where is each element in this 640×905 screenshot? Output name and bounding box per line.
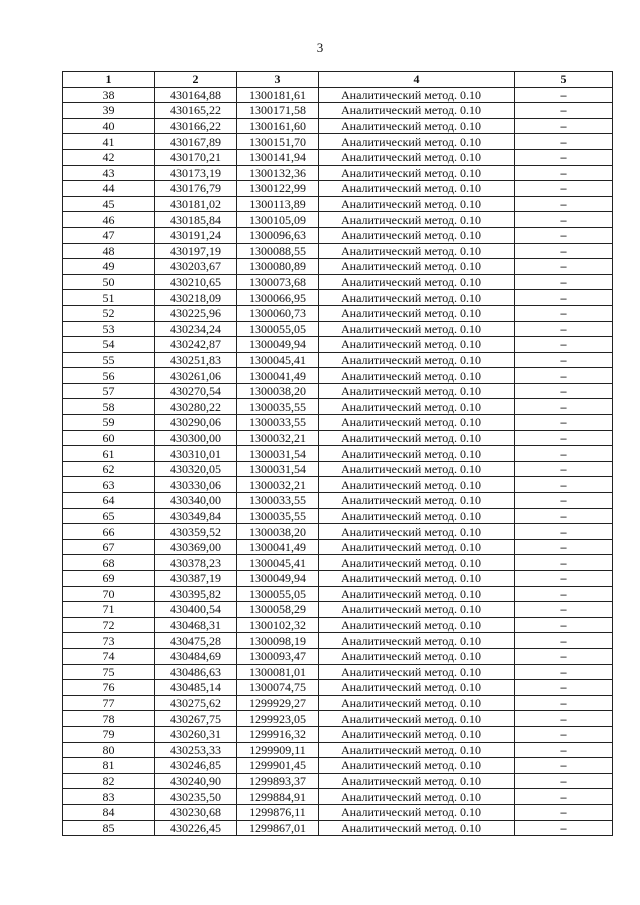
note-cell: – — [515, 820, 613, 836]
table-row — [63, 477, 613, 493]
coordinates-table — [62, 71, 613, 836]
note-cell: – — [515, 539, 613, 555]
table-row — [63, 134, 613, 150]
x-coordinate-cell: 430235,50 — [155, 789, 237, 805]
point-number-cell: 74 — [63, 648, 155, 664]
method-cell: Аналитический метод. 0.10 — [319, 586, 515, 602]
point-number-cell: 79 — [63, 726, 155, 742]
table-row — [63, 773, 613, 789]
y-coordinate-cell: 1300055,05 — [237, 586, 319, 602]
table-row — [63, 508, 613, 524]
method-cell: Аналитический метод. 0.10 — [319, 773, 515, 789]
note-cell: – — [515, 508, 613, 524]
method-cell: Аналитический метод. 0.10 — [319, 368, 515, 384]
x-coordinate-cell: 430176,79 — [155, 181, 237, 197]
point-number-cell: 46 — [63, 212, 155, 228]
point-number-cell: 75 — [63, 664, 155, 680]
method-cell: Аналитический метод. 0.10 — [319, 305, 515, 321]
x-coordinate-cell: 430240,90 — [155, 773, 237, 789]
y-coordinate-cell: 1300105,09 — [237, 212, 319, 228]
y-coordinate-cell: 1299893,37 — [237, 773, 319, 789]
point-number-cell: 71 — [63, 602, 155, 618]
point-number-cell: 57 — [63, 383, 155, 399]
table-row — [63, 695, 613, 711]
point-number-cell: 62 — [63, 461, 155, 477]
method-cell: Аналитический метод. 0.10 — [319, 461, 515, 477]
point-number-cell: 72 — [63, 617, 155, 633]
x-coordinate-cell: 430486,63 — [155, 664, 237, 680]
x-coordinate-cell: 430359,52 — [155, 524, 237, 540]
note-cell: – — [515, 773, 613, 789]
method-cell: Аналитический метод. 0.10 — [319, 383, 515, 399]
table-row — [63, 399, 613, 415]
note-cell: – — [515, 321, 613, 337]
note-cell: – — [515, 181, 613, 197]
x-coordinate-cell: 430166,22 — [155, 118, 237, 134]
table-row — [63, 789, 613, 805]
x-coordinate-cell: 430369,00 — [155, 539, 237, 555]
note-cell: – — [515, 633, 613, 649]
table-row — [63, 726, 613, 742]
note-cell: – — [515, 524, 613, 540]
point-number-cell: 53 — [63, 321, 155, 337]
note-cell: – — [515, 134, 613, 150]
point-number-cell: 47 — [63, 227, 155, 243]
table-row — [63, 227, 613, 243]
note-cell: – — [515, 586, 613, 602]
y-coordinate-cell: 1300088,55 — [237, 243, 319, 259]
table-row — [63, 571, 613, 587]
y-coordinate-cell: 1300031,54 — [237, 446, 319, 462]
table-row — [63, 617, 613, 633]
table-row — [63, 430, 613, 446]
point-number-cell: 39 — [63, 103, 155, 119]
point-number-cell: 51 — [63, 290, 155, 306]
y-coordinate-cell: 1300081,01 — [237, 664, 319, 680]
table-row — [63, 290, 613, 306]
x-coordinate-cell: 430253,33 — [155, 742, 237, 758]
y-coordinate-cell: 1300041,49 — [237, 368, 319, 384]
note-cell: – — [515, 305, 613, 321]
note-cell: – — [515, 368, 613, 384]
method-cell: Аналитический метод. 0.10 — [319, 789, 515, 805]
table-row — [63, 181, 613, 197]
point-number-cell: 83 — [63, 789, 155, 805]
table-row — [63, 274, 613, 290]
y-coordinate-cell: 1300161,60 — [237, 118, 319, 134]
x-coordinate-cell: 430242,87 — [155, 337, 237, 353]
method-cell: Аналитический метод. 0.10 — [319, 196, 515, 212]
note-cell: – — [515, 477, 613, 493]
point-number-cell: 43 — [63, 165, 155, 181]
y-coordinate-cell: 1300055,05 — [237, 321, 319, 337]
y-coordinate-cell: 1299909,11 — [237, 742, 319, 758]
x-coordinate-cell: 430387,19 — [155, 571, 237, 587]
method-cell: Аналитический метод. 0.10 — [319, 321, 515, 337]
note-cell: – — [515, 103, 613, 119]
table-row — [63, 118, 613, 134]
method-cell: Аналитический метод. 0.10 — [319, 274, 515, 290]
y-coordinate-cell: 1300181,61 — [237, 87, 319, 103]
method-cell: Аналитический метод. 0.10 — [319, 227, 515, 243]
point-number-cell: 70 — [63, 586, 155, 602]
y-coordinate-cell: 1300102,32 — [237, 617, 319, 633]
table-row — [63, 461, 613, 477]
table-row — [63, 368, 613, 384]
x-coordinate-cell: 430300,00 — [155, 430, 237, 446]
y-coordinate-cell: 1300033,55 — [237, 415, 319, 431]
note-cell: – — [515, 804, 613, 820]
table-body — [63, 87, 613, 836]
note-cell: – — [515, 383, 613, 399]
y-coordinate-cell: 1300171,58 — [237, 103, 319, 119]
x-coordinate-cell: 430400,54 — [155, 602, 237, 618]
table-row — [63, 493, 613, 509]
point-number-cell: 52 — [63, 305, 155, 321]
method-cell: Аналитический метод. 0.10 — [319, 290, 515, 306]
note-cell: – — [515, 118, 613, 134]
column-header-1: 1 — [63, 72, 155, 88]
table-row — [63, 602, 613, 618]
method-cell: Аналитический метод. 0.10 — [319, 726, 515, 742]
method-cell: Аналитический метод. 0.10 — [319, 87, 515, 103]
x-coordinate-cell: 430197,19 — [155, 243, 237, 259]
method-cell: Аналитический метод. 0.10 — [319, 711, 515, 727]
table-row — [63, 711, 613, 727]
note-cell: – — [515, 87, 613, 103]
y-coordinate-cell: 1300151,70 — [237, 134, 319, 150]
note-cell: – — [515, 212, 613, 228]
y-coordinate-cell: 1300038,20 — [237, 524, 319, 540]
note-cell: – — [515, 274, 613, 290]
column-header-4: 4 — [319, 72, 515, 88]
point-number-cell: 58 — [63, 399, 155, 415]
point-number-cell: 42 — [63, 149, 155, 165]
note-cell: – — [515, 648, 613, 664]
note-cell: – — [515, 602, 613, 618]
note-cell: – — [515, 758, 613, 774]
note-cell: – — [515, 742, 613, 758]
method-cell: Аналитический метод. 0.10 — [319, 430, 515, 446]
method-cell: Аналитический метод. 0.10 — [319, 664, 515, 680]
note-cell: – — [515, 227, 613, 243]
x-coordinate-cell: 430310,01 — [155, 446, 237, 462]
point-number-cell: 69 — [63, 571, 155, 587]
table-row — [63, 103, 613, 119]
note-cell: – — [515, 711, 613, 727]
y-coordinate-cell: 1300035,55 — [237, 399, 319, 415]
y-coordinate-cell: 1299901,45 — [237, 758, 319, 774]
point-number-cell: 82 — [63, 773, 155, 789]
method-cell: Аналитический метод. 0.10 — [319, 212, 515, 228]
note-cell: – — [515, 415, 613, 431]
note-cell: – — [515, 664, 613, 680]
method-cell: Аналитический метод. 0.10 — [319, 695, 515, 711]
y-coordinate-cell: 1300032,21 — [237, 477, 319, 493]
x-coordinate-cell: 430225,96 — [155, 305, 237, 321]
note-cell: – — [515, 149, 613, 165]
point-number-cell: 78 — [63, 711, 155, 727]
note-cell: – — [515, 493, 613, 509]
point-number-cell: 41 — [63, 134, 155, 150]
y-coordinate-cell: 1300060,73 — [237, 305, 319, 321]
table-header-row — [63, 72, 613, 88]
point-number-cell: 59 — [63, 415, 155, 431]
x-coordinate-cell: 430246,85 — [155, 758, 237, 774]
x-coordinate-cell: 430270,54 — [155, 383, 237, 399]
note-cell: – — [515, 259, 613, 275]
y-coordinate-cell: 1300093,47 — [237, 648, 319, 664]
point-number-cell: 64 — [63, 493, 155, 509]
point-number-cell: 63 — [63, 477, 155, 493]
point-number-cell: 54 — [63, 337, 155, 353]
table-row — [63, 243, 613, 259]
y-coordinate-cell: 1300098,19 — [237, 633, 319, 649]
table-row — [63, 87, 613, 103]
point-number-cell: 50 — [63, 274, 155, 290]
note-cell: – — [515, 695, 613, 711]
table-row — [63, 804, 613, 820]
note-cell: – — [515, 789, 613, 805]
table-row — [63, 196, 613, 212]
table-row — [63, 321, 613, 337]
table-row — [63, 586, 613, 602]
point-number-cell: 56 — [63, 368, 155, 384]
y-coordinate-cell: 1299884,91 — [237, 789, 319, 805]
point-number-cell: 73 — [63, 633, 155, 649]
point-number-cell: 38 — [63, 87, 155, 103]
x-coordinate-cell: 430191,24 — [155, 227, 237, 243]
method-cell: Аналитический метод. 0.10 — [319, 602, 515, 618]
table-row — [63, 337, 613, 353]
table-row — [63, 212, 613, 228]
point-number-cell: 81 — [63, 758, 155, 774]
y-coordinate-cell: 1300041,49 — [237, 539, 319, 555]
table-row — [63, 648, 613, 664]
y-coordinate-cell: 1300035,55 — [237, 508, 319, 524]
method-cell: Аналитический метод. 0.10 — [319, 571, 515, 587]
column-header-2: 2 — [155, 72, 237, 88]
x-coordinate-cell: 430280,22 — [155, 399, 237, 415]
x-coordinate-cell: 430320,05 — [155, 461, 237, 477]
y-coordinate-cell: 1299923,05 — [237, 711, 319, 727]
point-number-cell: 40 — [63, 118, 155, 134]
y-coordinate-cell: 1300032,21 — [237, 430, 319, 446]
point-number-cell: 65 — [63, 508, 155, 524]
method-cell: Аналитический метод. 0.10 — [319, 555, 515, 571]
note-cell: – — [515, 461, 613, 477]
x-coordinate-cell: 430164,88 — [155, 87, 237, 103]
x-coordinate-cell: 430475,28 — [155, 633, 237, 649]
table-row — [63, 742, 613, 758]
method-cell: Аналитический метод. 0.10 — [319, 337, 515, 353]
method-cell: Аналитический метод. 0.10 — [319, 165, 515, 181]
table-row — [63, 758, 613, 774]
method-cell: Аналитический метод. 0.10 — [319, 742, 515, 758]
y-coordinate-cell: 1300049,94 — [237, 571, 319, 587]
x-coordinate-cell: 430275,62 — [155, 695, 237, 711]
page-number: 3 — [316, 40, 324, 55]
table-row — [63, 633, 613, 649]
column-header-3: 3 — [237, 72, 319, 88]
method-cell: Аналитический метод. 0.10 — [319, 539, 515, 555]
point-number-cell: 66 — [63, 524, 155, 540]
x-coordinate-cell: 430468,31 — [155, 617, 237, 633]
x-coordinate-cell: 430261,06 — [155, 368, 237, 384]
x-coordinate-cell: 430185,84 — [155, 212, 237, 228]
note-cell: – — [515, 571, 613, 587]
point-number-cell: 49 — [63, 259, 155, 275]
note-cell: – — [515, 337, 613, 353]
point-number-cell: 48 — [63, 243, 155, 259]
method-cell: Аналитический метод. 0.10 — [319, 477, 515, 493]
x-coordinate-cell: 430181,02 — [155, 196, 237, 212]
y-coordinate-cell: 1300096,63 — [237, 227, 319, 243]
y-coordinate-cell: 1300038,20 — [237, 383, 319, 399]
y-coordinate-cell: 1300073,68 — [237, 274, 319, 290]
method-cell: Аналитический метод. 0.10 — [319, 804, 515, 820]
method-cell: Аналитический метод. 0.10 — [319, 680, 515, 696]
note-cell: – — [515, 726, 613, 742]
note-cell: – — [515, 617, 613, 633]
x-coordinate-cell: 430267,75 — [155, 711, 237, 727]
point-number-cell: 68 — [63, 555, 155, 571]
point-number-cell: 67 — [63, 539, 155, 555]
y-coordinate-cell: 1300132,36 — [237, 165, 319, 181]
x-coordinate-cell: 430485,14 — [155, 680, 237, 696]
point-number-cell: 85 — [63, 820, 155, 836]
method-cell: Аналитический метод. 0.10 — [319, 820, 515, 836]
note-cell: – — [515, 165, 613, 181]
method-cell: Аналитический метод. 0.10 — [319, 352, 515, 368]
x-coordinate-cell: 430226,45 — [155, 820, 237, 836]
table-row — [63, 446, 613, 462]
x-coordinate-cell: 430349,84 — [155, 508, 237, 524]
x-coordinate-cell: 430395,82 — [155, 586, 237, 602]
method-cell: Аналитический метод. 0.10 — [319, 118, 515, 134]
note-cell: – — [515, 430, 613, 446]
method-cell: Аналитический метод. 0.10 — [319, 633, 515, 649]
x-coordinate-cell: 430210,65 — [155, 274, 237, 290]
method-cell: Аналитический метод. 0.10 — [319, 617, 515, 633]
y-coordinate-cell: 1300058,29 — [237, 602, 319, 618]
x-coordinate-cell: 430203,67 — [155, 259, 237, 275]
x-coordinate-cell: 430290,06 — [155, 415, 237, 431]
x-coordinate-cell: 430340,00 — [155, 493, 237, 509]
point-number-cell: 45 — [63, 196, 155, 212]
table-row — [63, 383, 613, 399]
table-row — [63, 305, 613, 321]
table-row — [63, 555, 613, 571]
table-row — [63, 149, 613, 165]
method-cell: Аналитический метод. 0.10 — [319, 243, 515, 259]
note-cell: – — [515, 290, 613, 306]
x-coordinate-cell: 430330,06 — [155, 477, 237, 493]
table-row — [63, 415, 613, 431]
point-number-cell: 76 — [63, 680, 155, 696]
point-number-cell: 60 — [63, 430, 155, 446]
y-coordinate-cell: 1300122,99 — [237, 181, 319, 197]
y-coordinate-cell: 1300045,41 — [237, 352, 319, 368]
x-coordinate-cell: 430260,31 — [155, 726, 237, 742]
note-cell: – — [515, 555, 613, 571]
table-row — [63, 539, 613, 555]
y-coordinate-cell: 1299929,27 — [237, 695, 319, 711]
table-row — [63, 259, 613, 275]
point-number-cell: 80 — [63, 742, 155, 758]
y-coordinate-cell: 1299876,11 — [237, 804, 319, 820]
method-cell: Аналитический метод. 0.10 — [319, 493, 515, 509]
note-cell: – — [515, 399, 613, 415]
x-coordinate-cell: 430230,68 — [155, 804, 237, 820]
y-coordinate-cell: 1300141,94 — [237, 149, 319, 165]
y-coordinate-cell: 1300074,75 — [237, 680, 319, 696]
x-coordinate-cell: 430484,69 — [155, 648, 237, 664]
method-cell: Аналитический метод. 0.10 — [319, 508, 515, 524]
y-coordinate-cell: 1300066,95 — [237, 290, 319, 306]
y-coordinate-cell: 1300045,41 — [237, 555, 319, 571]
y-coordinate-cell: 1300031,54 — [237, 461, 319, 477]
method-cell: Аналитический метод. 0.10 — [319, 446, 515, 462]
note-cell: – — [515, 243, 613, 259]
method-cell: Аналитический метод. 0.10 — [319, 758, 515, 774]
note-cell: – — [515, 352, 613, 368]
x-coordinate-cell: 430378,23 — [155, 555, 237, 571]
table-row — [63, 524, 613, 540]
point-number-cell: 44 — [63, 181, 155, 197]
method-cell: Аналитический метод. 0.10 — [319, 181, 515, 197]
y-coordinate-cell: 1300033,55 — [237, 493, 319, 509]
column-header-5: 5 — [515, 72, 613, 88]
y-coordinate-cell: 1300080,89 — [237, 259, 319, 275]
note-cell: – — [515, 196, 613, 212]
y-coordinate-cell: 1299916,32 — [237, 726, 319, 742]
x-coordinate-cell: 430251,83 — [155, 352, 237, 368]
note-cell: – — [515, 446, 613, 462]
method-cell: Аналитический метод. 0.10 — [319, 648, 515, 664]
y-coordinate-cell: 1300049,94 — [237, 337, 319, 353]
x-coordinate-cell: 430234,24 — [155, 321, 237, 337]
x-coordinate-cell: 430165,22 — [155, 103, 237, 119]
y-coordinate-cell: 1300113,89 — [237, 196, 319, 212]
x-coordinate-cell: 430173,19 — [155, 165, 237, 181]
method-cell: Аналитический метод. 0.10 — [319, 415, 515, 431]
note-cell: – — [515, 680, 613, 696]
table-row — [63, 664, 613, 680]
point-number-cell: 84 — [63, 804, 155, 820]
x-coordinate-cell: 430170,21 — [155, 149, 237, 165]
method-cell: Аналитический метод. 0.10 — [319, 103, 515, 119]
method-cell: Аналитический метод. 0.10 — [319, 149, 515, 165]
method-cell: Аналитический метод. 0.10 — [319, 134, 515, 150]
table-row — [63, 165, 613, 181]
point-number-cell: 61 — [63, 446, 155, 462]
table-row — [63, 820, 613, 836]
table-row — [63, 352, 613, 368]
y-coordinate-cell: 1299867,01 — [237, 820, 319, 836]
method-cell: Аналитический метод. 0.10 — [319, 524, 515, 540]
method-cell: Аналитический метод. 0.10 — [319, 399, 515, 415]
x-coordinate-cell: 430167,89 — [155, 134, 237, 150]
point-number-cell: 55 — [63, 352, 155, 368]
method-cell: Аналитический метод. 0.10 — [319, 259, 515, 275]
table-row — [63, 680, 613, 696]
x-coordinate-cell: 430218,09 — [155, 290, 237, 306]
point-number-cell: 77 — [63, 695, 155, 711]
